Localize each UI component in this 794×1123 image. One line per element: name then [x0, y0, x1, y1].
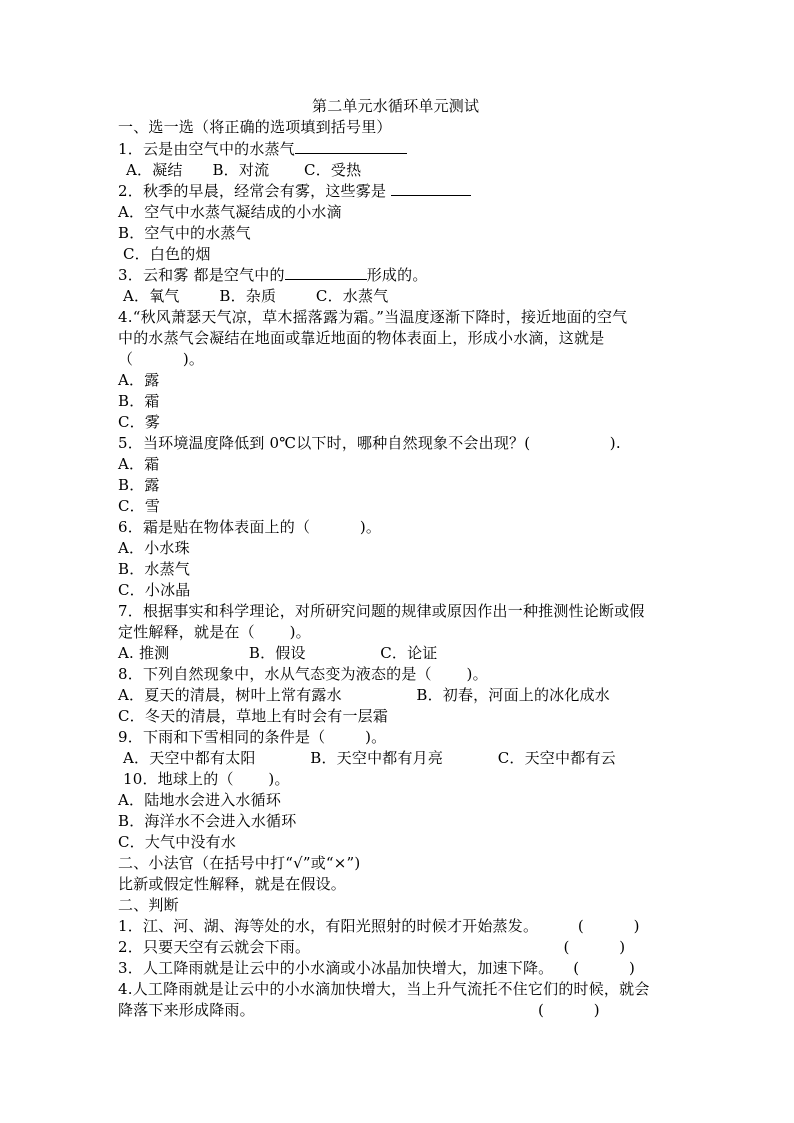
question-4-line-3: （ )。 [118, 350, 205, 368]
question-5: 5．当环境温度降低到 0℃以下时，哪种自然现象不会出现？( ). [118, 434, 621, 452]
section-heading-choice: 一、选一选（将正确的选项填到括号里） [118, 118, 392, 136]
question-6: 6．霜是贴在物体表面上的（ )。 [118, 518, 382, 536]
question-5-option-a: A．霜 [118, 455, 160, 473]
section-heading-judgement: 二、判断 [118, 896, 179, 914]
section-heading-judge: 二、小法官（在括号中打“√”或“×”) [118, 854, 361, 872]
question-2-option-a: A．空气中水蒸气凝结成的小水滴 [118, 203, 342, 221]
answer-blank[interactable] [295, 139, 407, 154]
judge-item-4-line-2: 降落下来形成降雨。 ( ) [118, 1001, 600, 1019]
question-4-option-b: B．霜 [118, 392, 160, 410]
question-7-line-1: 7．根据事实和科学理论，对所研究问题的规律或原因作出一种推测性论断或假 [118, 602, 645, 620]
question-4-option-a: A．露 [118, 371, 160, 389]
question-9: 9．下雨和下雪相同的条件是（ )。 [118, 728, 387, 746]
answer-blank[interactable] [285, 265, 367, 280]
question-3 [118, 265, 428, 285]
question-1 [118, 139, 407, 159]
question-text: 1．云是由空气中的水蒸气 [118, 140, 295, 158]
judge-item-4-line-1: 4.人工降雨就是让云中的小水滴加快增大，当上升气流托不住它们的时候，就会 [118, 980, 650, 998]
question-4-option-c: C．雾 [118, 413, 161, 431]
question-7-options: A. 推测 B．假设 C．论证 [118, 644, 438, 662]
question-9-options: A．天空中都有太阳 B．天空中都有月亮 C．天空中都有云 [118, 749, 616, 767]
question-8: 8．下列自然现象中，水从气态变为液态的是（ )。 [118, 665, 488, 683]
question-7-line-2: 定性解释，就是在（ )。 [118, 623, 311, 641]
question-6-option-c: C．小冰晶 [118, 581, 191, 599]
judge-item-3: 3．人工降雨就是让云中的小水滴或小冰晶加快增大，加速下降。 ( ) [118, 959, 636, 977]
question-6-option-b: B．水蒸气 [118, 560, 191, 578]
question-2-option-b: B．空气中的水蒸气 [118, 224, 251, 242]
question-8-options-ab: A．夏天的清晨，树叶上常有露水 B．初春，河面上的冰化成水 [118, 686, 610, 704]
question-10-option-a: A．陆地水会进入水循环 [118, 791, 282, 809]
question-1-options: A．凝结 B．对流 C．受热 [126, 161, 362, 179]
question-4-line-1: 4.“秋风萧瑟天气凉，草木摇落露为霜。”当温度逐渐下降时，接近地面的空气 [118, 308, 628, 326]
question-8-option-c: C．冬天的清晨，草地上有时会有一层霜 [118, 707, 389, 725]
answer-blank[interactable] [391, 181, 471, 196]
page-title: 第二单元水循环单元测试 [312, 97, 480, 115]
judge-item-1: 1．江、河、湖、海等处的水，有阳光照射的时候才开始蒸发。 ( ) [118, 917, 640, 935]
question-2-option-c: C．白色的烟 [118, 245, 211, 263]
question-text: 2．秋季的早晨，经常会有雾，这些雾是 [118, 182, 392, 200]
question-10: 10．地球上的（ )。 [118, 770, 290, 788]
question-10-option-b: B．海洋水不会进入水循环 [118, 812, 297, 830]
question-6-option-a: A．小水珠 [118, 539, 190, 557]
judge-item-2: 2．只要天空有云就会下雨。 ( ) [118, 938, 626, 956]
question-5-option-c: C．雪 [118, 497, 161, 515]
stray-text-line: 比新或假定性解释，就是在假设。 [118, 875, 347, 893]
question-text-end: 形成的。 [366, 266, 428, 284]
question-text: 3．云和雾 都是空气中的 [118, 266, 285, 284]
question-4-line-2: 中的水蒸气会凝结在地面或靠近地面的物体表面上，形成小水滴，这就是 [118, 329, 605, 347]
question-10-option-c: C．大气中没有水 [118, 833, 237, 851]
question-2 [118, 181, 471, 201]
question-5-option-b: B．露 [118, 476, 160, 494]
question-3-options: A．氧气 B．杂质 C．水蒸气 [118, 287, 389, 305]
